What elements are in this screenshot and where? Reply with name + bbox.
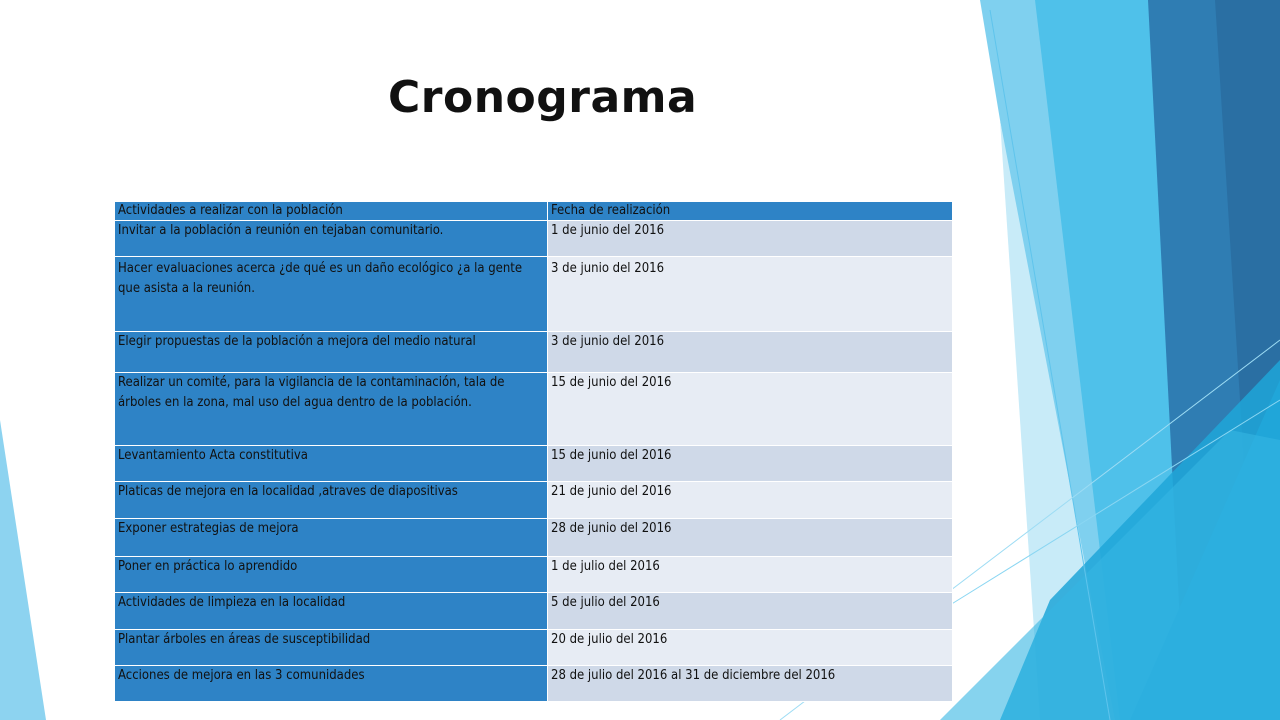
date-cell: 1 de junio del 2016	[548, 221, 953, 257]
table-header-row	[115, 202, 953, 221]
page-title: Cronograma	[388, 72, 698, 123]
activity-cell: Actividades de limpieza en la localidad	[115, 593, 548, 630]
table-row	[115, 257, 953, 332]
activity-cell: Plantar árboles en áreas de susceptibilidad	[115, 630, 548, 666]
light-triangle-left	[0, 420, 46, 720]
schedule-table	[114, 201, 953, 702]
date-cell: 3 de junio del 2016	[548, 257, 953, 332]
table-row	[115, 593, 953, 630]
table-row	[115, 519, 953, 557]
table-row	[115, 221, 953, 257]
table-row	[115, 630, 953, 666]
header-date: Fecha de realización	[548, 202, 953, 221]
activity-cell: Platicas de mejora en la localidad ,atraves de diapositivas	[115, 482, 548, 519]
date-cell: 28 de julio del 2016 al 31 de diciembre del 2016	[548, 666, 953, 702]
table-row	[115, 446, 953, 482]
date-cell: 28 de junio del 2016	[548, 519, 953, 557]
activity-cell: Exponer estrategias de mejora	[115, 519, 548, 557]
activity-cell: Acciones de mejora en las 3 comunidades	[115, 666, 548, 702]
date-cell: 3 de junio del 2016	[548, 332, 953, 373]
table-row	[115, 373, 953, 446]
activity-cell: Invitar a la población a reunión en tejaban comunitario.	[115, 221, 548, 257]
date-cell: 5 de julio del 2016	[548, 593, 953, 630]
date-cell: 15 de junio del 2016	[548, 446, 953, 482]
activity-cell: Poner en práctica lo aprendido	[115, 557, 548, 593]
activity-cell: Realizar un comité, para la vigilancia de la contaminación, tala de árboles en la zona, mal uso del agua dentro de la población.	[115, 373, 548, 446]
activity-cell: Hacer evaluaciones acerca ¿de qué es un daño ecológico ¿a la gente que asista a la reunión.	[115, 257, 548, 332]
date-cell: 1 de julio del 2016	[548, 557, 953, 593]
table-row	[115, 482, 953, 519]
header-activities: Actividades a realizar con la población	[115, 202, 548, 221]
activity-cell: Elegir propuestas de la población a mejora del medio natural	[115, 332, 548, 373]
table-row	[115, 557, 953, 593]
activity-cell: Levantamiento Acta constitutiva	[115, 446, 548, 482]
date-cell: 21 de junio del 2016	[548, 482, 953, 519]
table-row	[115, 332, 953, 373]
date-cell: 20 de julio del 2016	[548, 630, 953, 666]
table-row	[115, 666, 953, 702]
date-cell: 15 de junio del 2016	[548, 373, 953, 446]
